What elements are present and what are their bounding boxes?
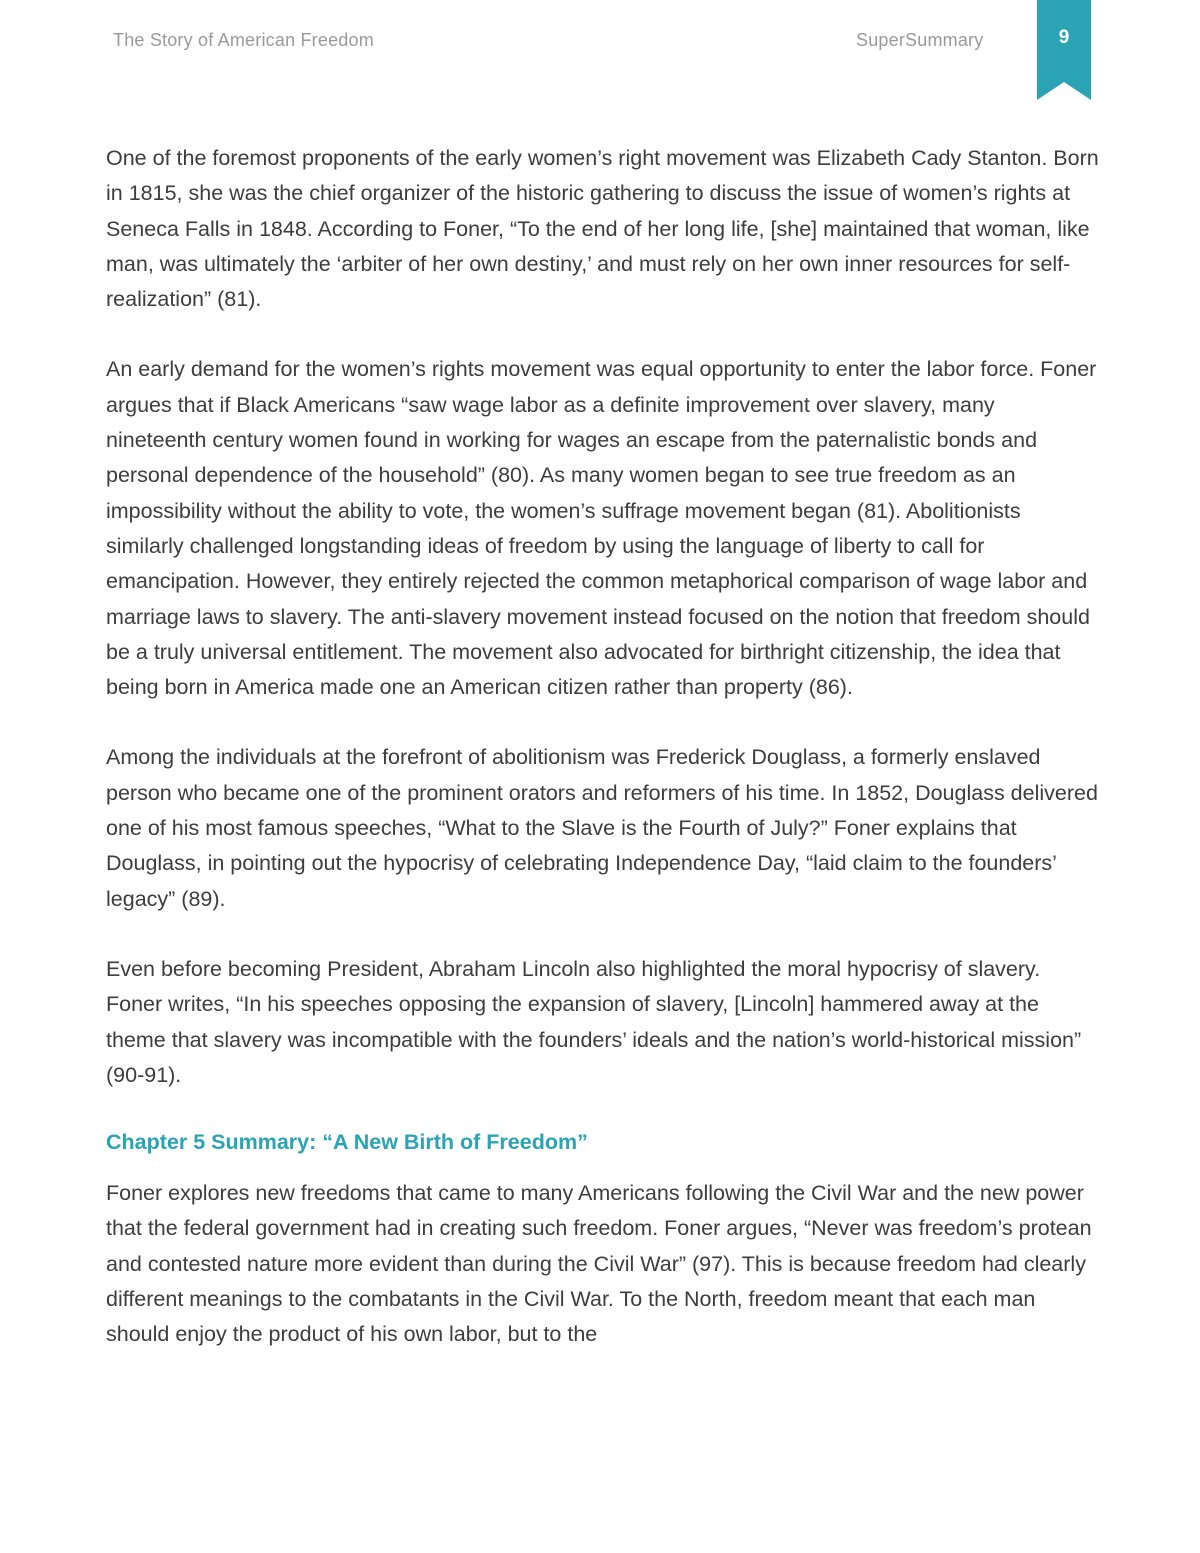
bookmark-ribbon-icon [1037,0,1091,100]
paragraph-stanton: One of the foremost proponents of the early women’s right movement was Elizabeth Cady Stanton. Born in 1815, she was the chief organizer of the historic gathering to discuss the issue of women’s rights at Seneca Falls in 1848. According to Foner, “To the end of her long life, [she] maintained that woman, like man, was ultimately the ‘arbiter of her own destiny,’ and must rely on her own inner resources for self-realization” (81). [106,146,1099,312]
page-number: 9 [1058,27,1070,48]
header-brand-name: SuperSummary [856,30,984,50]
paragraph-chapter-5: Foner explores new freedoms that came to many Americans following the Civil War and the new power that the federal government had in creating such freedom. Foner argues, “Never was freedom’s protean and contested nature more evident than during the Civil War” (97). This is because freedom had clearly different meanings to the combatants in the Civil War. To the North, freedom meant that each man should enjoy the product of his own labor, but to the [106,1181,1092,1347]
chapter-heading: Chapter 5 Summary: “A New Birth of Freedom” [106,1130,588,1155]
page-header [0,0,1200,110]
paragraph-douglass: Among the individuals at the forefront of abolitionism was Frederick Douglass, a formerly enslaved person who became one of the prominent orators and reformers of his time. In 1852, Douglass delivered one of his most famous speeches, “What to the Slave is the Fourth of July?” Foner explains that Douglass, in pointing out the hypocrisy of celebrating Independence Day, “laid claim to the founders’ legacy” (89). [106,745,1098,911]
page-number-ribbon [1037,0,1091,100]
page-content [106,141,1100,1388]
paragraph-lincoln: Even before becoming President, Abraham Lincoln also highlighted the moral hypocrisy of slavery. Foner writes, “In his speeches opposing the expansion of slavery, [Lincoln] hammered away at the theme that slavery was incompatible with the founders’ ideals and the nation’s world-historical mission” (90-91). [106,956,1082,1087]
header-book-title: The Story of American Freedom [113,30,374,50]
paragraph-labor-force: An early demand for the women’s rights movement was equal opportunity to enter the labor force. Foner argues that if Black Americans “saw wage labor as a definite improvement over slavery, many nineteenth century women found in working for wages an escape from the paternalistic bonds and personal dependence of the household” (80). As many women began to see true freedom as an impossibility without the ability to vote, the women’s suffrage movement began (81). Abolitionists similarly challenged longstanding ideas of freedom by using the language of liberty to call for emancipation. However, they entirely rejected the common metaphorical comparison of wage labor and marriage laws to slavery. The anti-slavery movement instead focused on the notion that freedom should be a truly universal entitlement. The movement also advocated for birthright citizenship, the idea that being born in America made one an American citizen rather than property (86). [106,357,1097,700]
